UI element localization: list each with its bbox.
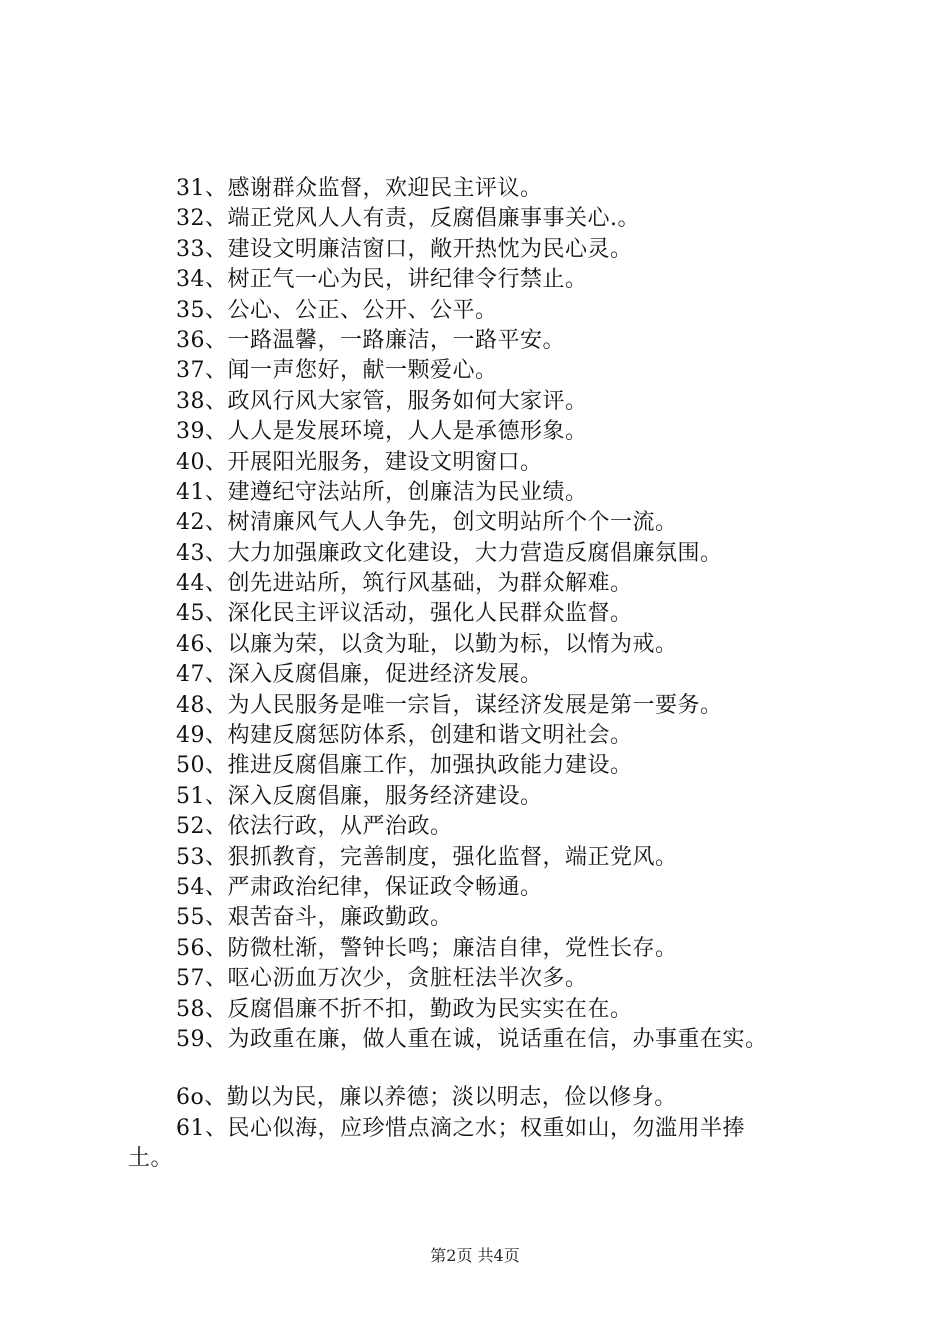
list-item: 49、构建反腐惩防体系，创建和谐文明社会。 (176, 723, 633, 749)
list-item: 31、感谢群众监督，欢迎民主评议。 (176, 176, 543, 201)
list-item: 44、创先进站所，筑行风基础，为群众解难。 (176, 571, 633, 597)
list-item: 40、开展阳光服务，建设文明窗口。 (176, 449, 543, 475)
list-item: 33、建设文明廉洁窗口，敞开热忱为民心灵。 (176, 236, 633, 262)
list-item: 50、推进反腐倡廉工作，加强执政能力建设。 (176, 753, 633, 779)
list-item: 56、防微杜渐，警钟长鸣；廉洁自律，党性长存。 (176, 935, 678, 961)
slogan-list (0, 174, 950, 1175)
list-item: 53、狠抓教育，完善制度，强化监督，端正党风。 (176, 844, 678, 870)
page-footer: 第2页 共4页 (430, 1246, 520, 1265)
list-item-continuation: 土。 (128, 1146, 174, 1172)
list-item: 61、民心似海，应珍惜点滴之水；权重如山，勿滥用半捧 (176, 1115, 745, 1141)
list-item: 41、建遵纪守法站所，创廉洁为民业绩。 (176, 479, 588, 505)
list-item: 35、公心、公正、公开、公平。 (176, 297, 498, 323)
list-item: 37、闻一声您好，献一颗爱心。 (176, 358, 498, 384)
list-item: 55、艰苦奋斗，廉政勤政。 (176, 905, 453, 931)
list-item: 34、树正气一心为民，讲纪律令行禁止。 (176, 267, 588, 293)
list-item: 52、依法行政，从严治政。 (176, 814, 453, 840)
list-item: 47、深入反腐倡廉，促进经济发展。 (176, 662, 543, 688)
list-item: 42、树清廉风气人人争先，创文明站所个个一流。 (176, 510, 678, 536)
list-item: 32、端正党风人人有责，反腐倡廉事事关心.。 (176, 206, 640, 232)
list-item: 6o、勤以为民，廉以养德；淡以明志，俭以修身。 (176, 1085, 677, 1111)
list-item: 46、以廉为荣，以贪为耻，以勤为标，以惰为戒。 (176, 631, 678, 657)
list-item: 39、人人是发展环境，人人是承德形象。 (176, 419, 588, 445)
list-item: 48、为人民服务是唯一宗旨，谋经济发展是第一要务。 (176, 692, 723, 718)
list-item: 51、深入反腐倡廉，服务经济建设。 (176, 783, 543, 809)
list-item: 58、反腐倡廉不折不扣，勤政为民实实在在。 (176, 996, 633, 1022)
list-item: 45、深化民主评议活动，强化人民群众监督。 (176, 601, 633, 627)
list-item: 54、严肃政治纪律，保证政令畅通。 (176, 874, 543, 900)
list-item: 38、政风行风大家管，服务如何大家评。 (176, 388, 588, 414)
list-item: 57、呕心沥血万次少，贪脏枉法半次多。 (176, 966, 588, 992)
list-item: 59、为政重在廉，做人重在诚，说话重在信，办事重在实。 (176, 1026, 768, 1052)
list-item: 43、大力加强廉政文化建设，大力营造反腐倡廉氛围。 (176, 540, 723, 566)
list-item: 36、一路温馨，一路廉洁，一路平安。 (176, 327, 565, 353)
